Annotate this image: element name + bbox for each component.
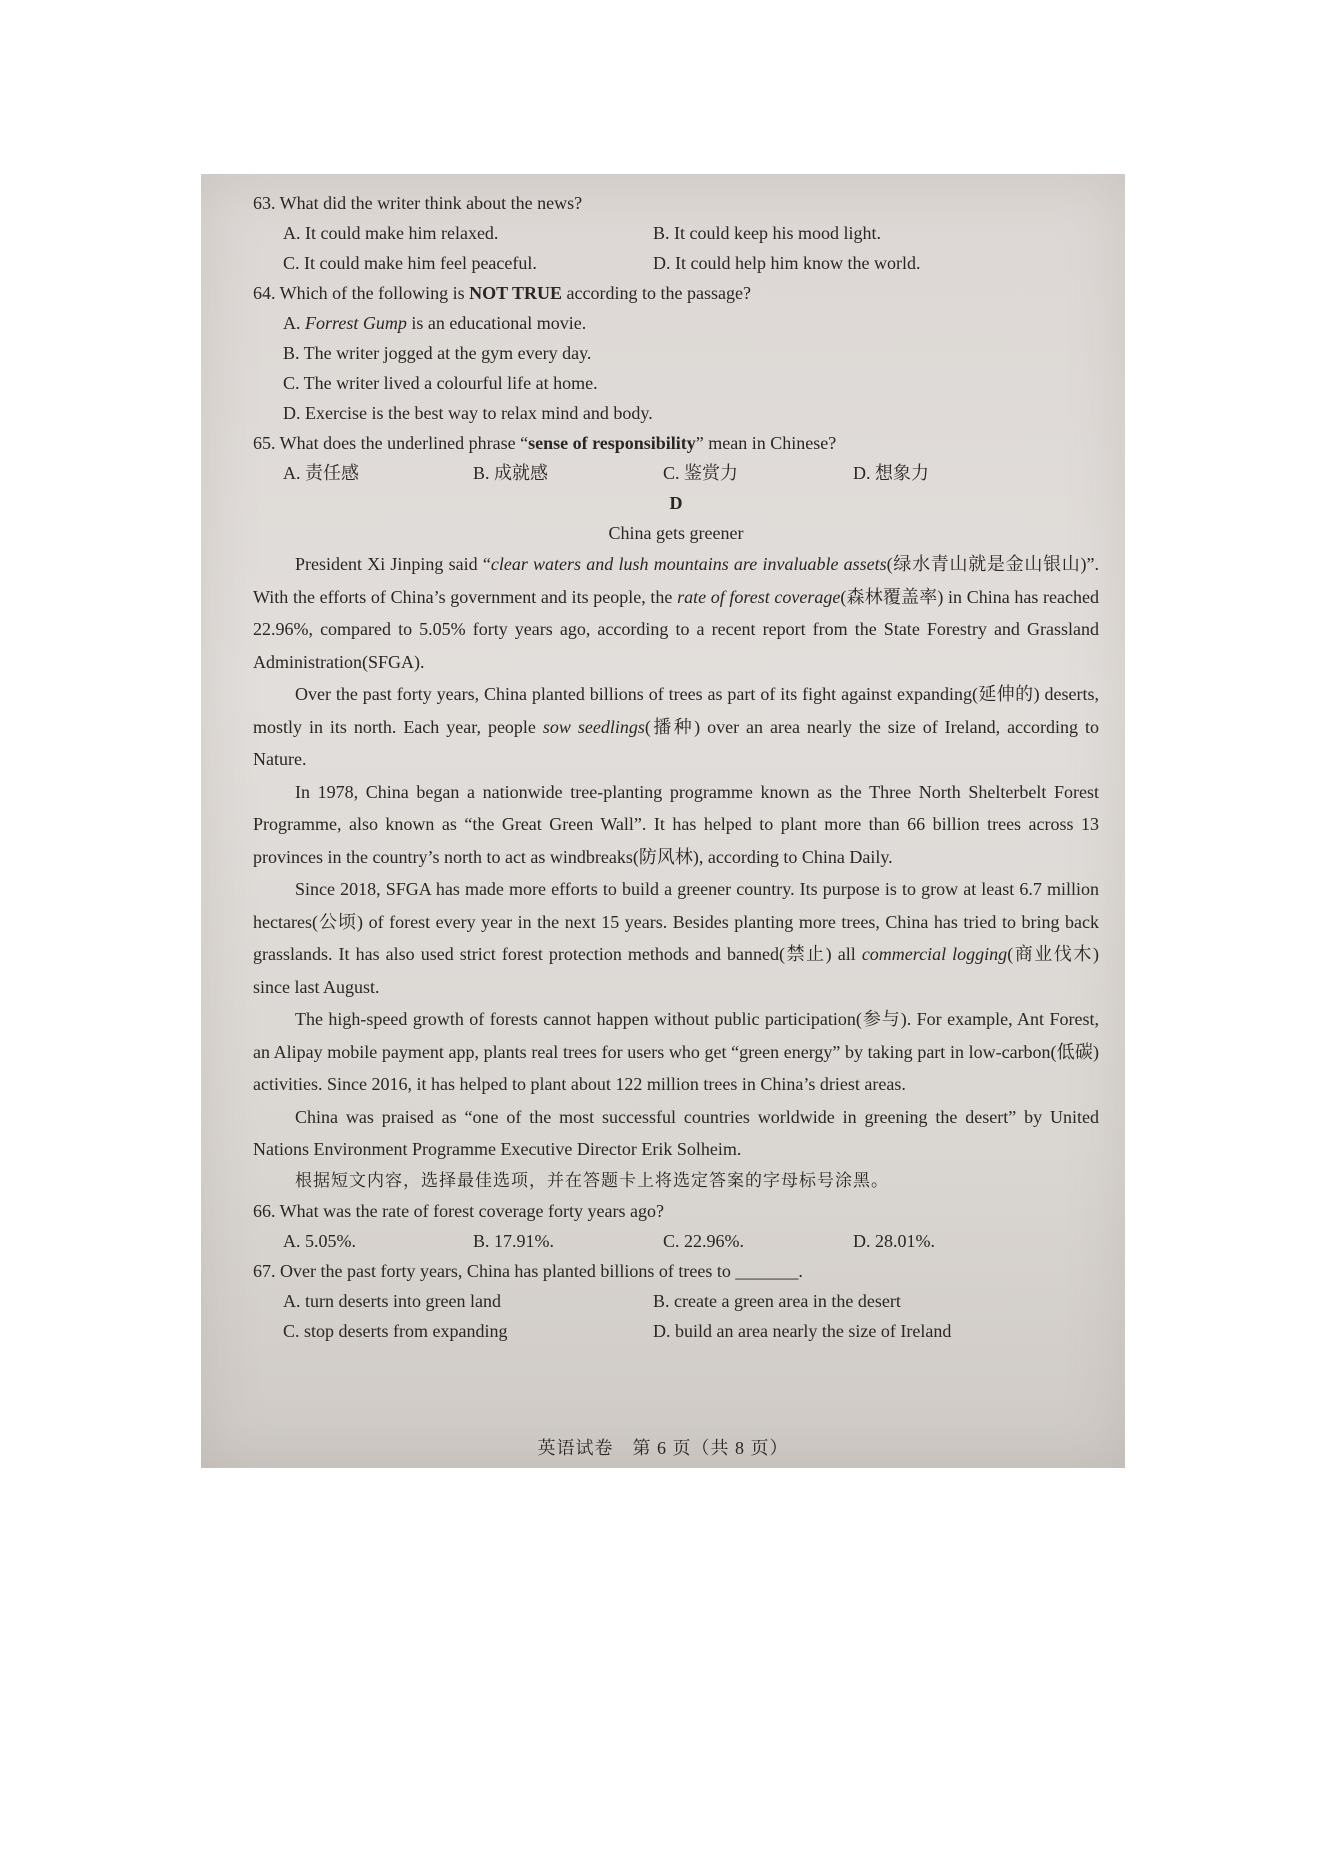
option-63-d: D. It could help him know the world. xyxy=(653,253,921,273)
option-64-b: B. The writer jogged at the gym every day. xyxy=(283,343,592,363)
option-66-b: B. 17.91%. xyxy=(473,1230,554,1251)
option-65-c: C. 鉴赏力 xyxy=(663,463,739,483)
passage-paragraph-1: President Xi Jinping said “clear waters and lush mountains are invaluable assets(绿水青山就是金山银山)”. With the efforts of China’s government and its people, the rate of forest coverage(森林覆盖率) in China has reached 22.96%, compared to 5.05% forty years ago, according to a recent report from the State Forestry and Grassland Administration(SFGA). xyxy=(253,554,1100,672)
section-letter: D xyxy=(669,493,683,513)
exam-page-photo xyxy=(201,174,1125,1468)
option-64-c: C. The writer lived a colourful life at home. xyxy=(283,373,598,393)
option-65-b: B. 成就感 xyxy=(473,463,549,483)
option-63-b: B. It could keep his mood light. xyxy=(653,223,881,243)
question-64: 64. Which of the following is NOT TRUE according to the passage? xyxy=(253,283,751,303)
question-65: 65. What does the underlined phrase “sense of responsibility” mean in Chinese? xyxy=(253,433,837,453)
option-67-a: A. turn deserts into green land xyxy=(283,1290,501,1311)
passage-paragraph-5: The high-speed growth of forests cannot happen without public participation(参与). For example, Ant Forest, an Alipay mobile payment app, plants real trees for users who get “green energy” by taking part in low-carbon(低碳) activities. Since 2016, it has helped to plant about 122 million trees in China’s driest areas. xyxy=(253,1009,1099,1094)
question-67-options xyxy=(253,1286,1099,1346)
option-65-a: A. 责任感 xyxy=(283,463,359,483)
question-63-options xyxy=(253,218,1099,278)
option-63-c: C. It could make him feel peaceful. xyxy=(283,253,537,273)
option-67-d: D. build an area nearly the size of Ireland xyxy=(653,1320,952,1341)
passage-title: China gets greener xyxy=(608,523,744,543)
question-63: 63. What did the writer think about the news? xyxy=(253,193,583,213)
passage-paragraph-2: Over the past forty years, China planted billions of trees as part of its fight against expanding(延伸的) deserts, mostly in its north. Each year, people sow seedlings(播种) over an area nearly the size of Ireland, according to Nature. xyxy=(253,684,1099,769)
option-66-c: C. 22.96%. xyxy=(663,1230,744,1251)
option-67-c: C. stop deserts from expanding xyxy=(283,1320,508,1341)
page-footer: 英语试卷 第 6 页（共 8 页） xyxy=(537,1438,789,1458)
option-64-d: D. Exercise is the best way to relax mind and body. xyxy=(283,403,653,423)
question-65-options xyxy=(253,458,1099,488)
instruction-text: 根据短文内容，选择最佳选项，并在答题卡上将选定答案的字母标号涂黑。 xyxy=(295,1170,889,1191)
question-66-options xyxy=(253,1226,1099,1256)
option-65-d: D. 想象力 xyxy=(853,463,929,483)
question-66: 66. What was the rate of forest coverage forty years ago? xyxy=(253,1200,664,1221)
passage-paragraph-4: Since 2018, SFGA has made more efforts to build a greener country. Its purpose is to grow at least 6.7 million hectares(公顷) of forest every year in the next 15 years. Besides planting more trees, China has tried to bring back grasslands. It has also used strict forest protection methods and banned(禁止) all commercial logging(商业伐木) since last August. xyxy=(253,879,1099,997)
passage-paragraph-3: In 1978, China began a nationwide tree-planting programme known as the Three North Shelterbelt Forest Programme, also known as “the Great Green Wall”. It has helped to plant more than 66 billion trees across 13 provinces in the country’s north to act as windbreaks(防风林), according to China Daily. xyxy=(253,781,1099,867)
option-66-d: D. 28.01%. xyxy=(853,1230,935,1251)
exam-content xyxy=(253,188,1099,1346)
option-64-a: A. Forrest Gump is an educational movie. xyxy=(283,313,587,333)
option-66-a: A. 5.05%. xyxy=(283,1230,356,1251)
option-67-b: B. create a green area in the desert xyxy=(653,1290,901,1311)
passage-paragraph-6: China was praised as “one of the most successful countries worldwide in greening the desert” by United Nations Environment Programme Executive Director Erik Solheim. xyxy=(253,1106,1099,1159)
question-67: 67. Over the past forty years, China has planted billions of trees to _______. xyxy=(253,1260,803,1281)
option-63-a: A. It could make him relaxed. xyxy=(283,223,499,243)
